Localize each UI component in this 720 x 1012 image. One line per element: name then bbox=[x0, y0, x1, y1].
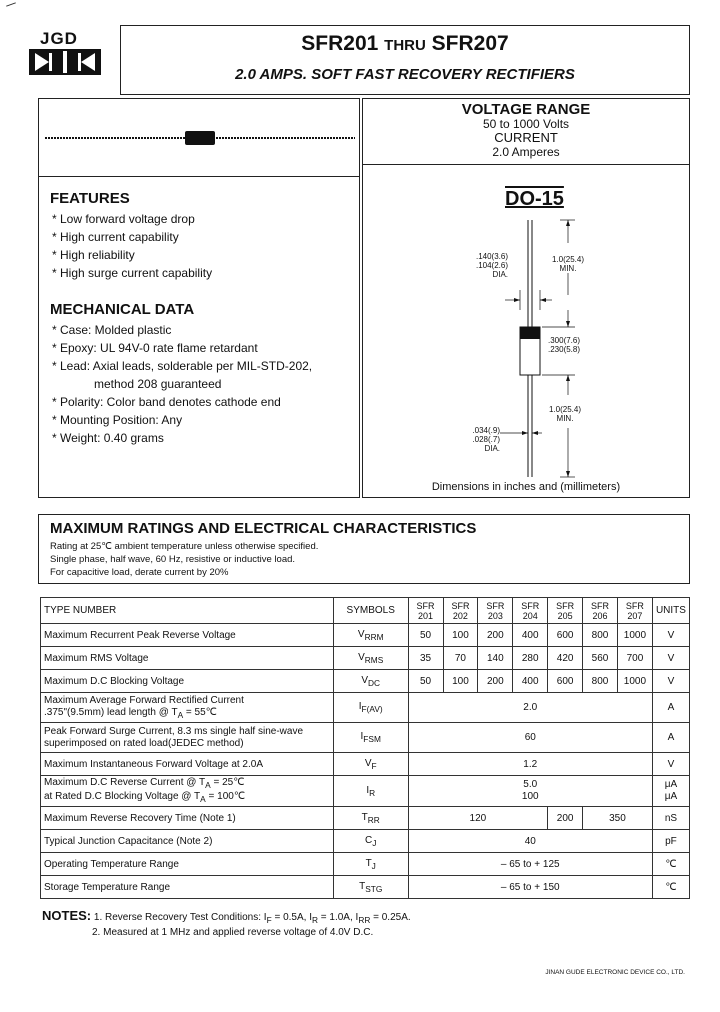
value-cell: 35 bbox=[408, 647, 443, 670]
row-label: Maximum Recurrent Peak Reverse Voltage bbox=[41, 624, 334, 647]
value-cell: 60 bbox=[408, 723, 652, 753]
header-part bbox=[548, 598, 583, 624]
table-row bbox=[41, 776, 690, 807]
part-number: 201 bbox=[418, 610, 434, 621]
value-cell: – 65 to + 125 bbox=[408, 853, 652, 876]
current-heading: CURRENT bbox=[494, 130, 558, 145]
row-label-line bbox=[44, 791, 330, 805]
header-part bbox=[478, 598, 513, 624]
symbol-sub: DC bbox=[368, 677, 381, 688]
spec-table bbox=[40, 597, 690, 899]
symbol-letter: V bbox=[358, 651, 365, 663]
table-row bbox=[41, 723, 690, 753]
row-label: Typical Junction Capacitance (Note 2) bbox=[41, 830, 334, 853]
value-cell: 420 bbox=[548, 647, 583, 670]
notes-block bbox=[42, 908, 411, 938]
row-symbol bbox=[333, 723, 408, 753]
rating-note: Single phase, half wave, 60 Hz, resistive or inductive load. bbox=[50, 554, 296, 565]
unit-cell: pF bbox=[652, 830, 689, 853]
dim-text: .028(.7) bbox=[472, 435, 500, 444]
row-label bbox=[41, 693, 334, 723]
unit-cell: V bbox=[652, 670, 689, 693]
note-text: = 1.0A, I bbox=[318, 912, 359, 923]
value-cell: 100 bbox=[443, 624, 478, 647]
table-row bbox=[41, 647, 690, 670]
company-logo-icon bbox=[29, 49, 101, 80]
value-cell: 200 bbox=[478, 624, 513, 647]
current-value: 2.0 Amperes bbox=[492, 145, 560, 159]
part-prefix: SFR bbox=[416, 600, 435, 611]
value-cell: 400 bbox=[513, 670, 548, 693]
note-line-1 bbox=[42, 908, 411, 925]
dim-text: MIN. bbox=[556, 414, 574, 423]
dim-text: .104(2.6) bbox=[475, 261, 508, 270]
dim-body-length bbox=[548, 336, 580, 354]
row-symbol bbox=[333, 776, 408, 807]
row-label-line: Peak Forward Surge Current, 8.3 ms single half sine-wave bbox=[44, 725, 304, 737]
mechanical-item: * Mounting Position: Any bbox=[52, 413, 183, 427]
symbol-letter: V bbox=[361, 674, 369, 686]
voltage-range-block bbox=[362, 103, 690, 159]
symbol-sub: J bbox=[372, 837, 377, 848]
company-logo-text: JGD bbox=[40, 29, 78, 48]
unit-cell: ℃ bbox=[652, 876, 689, 899]
value-cell: 50 bbox=[408, 624, 443, 647]
row-label: Maximum D.C Blocking Voltage bbox=[41, 670, 334, 693]
note-text: 1. Reverse Recovery Test Conditions: I bbox=[93, 912, 267, 923]
symbol-letter: V bbox=[357, 628, 365, 640]
unit-cell: A bbox=[652, 723, 689, 753]
rating-note: For capacitive load, derate current by 20% bbox=[50, 567, 229, 578]
table-header-row bbox=[41, 598, 690, 624]
features-heading: FEATURES bbox=[50, 190, 130, 207]
header-part bbox=[408, 598, 443, 624]
part-number: 203 bbox=[487, 610, 503, 621]
feature-item: * Low forward voltage drop bbox=[52, 212, 195, 226]
page-subtitle: 2.0 AMPS. SOFT FAST RECOVERY RECTIFIERS bbox=[235, 66, 575, 83]
table-row bbox=[41, 753, 690, 776]
row-symbol bbox=[333, 693, 408, 723]
mechanical-item: * Case: Molded plastic bbox=[52, 323, 172, 337]
value-cell: 140 bbox=[478, 647, 513, 670]
value-cell: 800 bbox=[583, 624, 618, 647]
row-label: Maximum Instantaneous Forward Voltage at 2.0A bbox=[41, 753, 334, 776]
symbol-letter: I bbox=[358, 701, 362, 712]
value-line: 5.0 bbox=[523, 779, 538, 790]
value-cell: 560 bbox=[583, 647, 618, 670]
dim-lead-length-top bbox=[548, 255, 588, 273]
symbol-sub: F bbox=[371, 760, 377, 771]
value-cell: 350 bbox=[583, 807, 653, 830]
symbol-sub: RRM bbox=[364, 631, 384, 642]
value-cell: 1000 bbox=[617, 624, 652, 647]
package-name: DO-15 bbox=[505, 188, 564, 210]
dim-text: .034(.9) bbox=[472, 426, 500, 435]
label-text: .375"(9.5mm) lead length @ T bbox=[44, 706, 178, 718]
header-part bbox=[583, 598, 618, 624]
symbol-sub: STG bbox=[365, 883, 383, 894]
row-label-line: Maximum Average Forward Rectified Current bbox=[44, 694, 244, 706]
symbol-letter: V bbox=[364, 757, 372, 769]
row-label-line bbox=[44, 707, 330, 721]
value-cell: 200 bbox=[478, 670, 513, 693]
symbol-letter: I bbox=[360, 731, 364, 742]
title-part-2: SFR207 bbox=[431, 32, 509, 55]
value-cell: 70 bbox=[443, 647, 478, 670]
value-cell: 200 bbox=[548, 807, 583, 830]
row-label: Operating Temperature Range bbox=[41, 853, 334, 876]
symbol-letter: C bbox=[365, 834, 373, 846]
row-label bbox=[41, 723, 334, 753]
value-cell: 600 bbox=[548, 624, 583, 647]
table-row bbox=[41, 830, 690, 853]
dim-text: 1.0(25.4) bbox=[548, 405, 582, 414]
mechanical-item: * Polarity: Color band denotes cathode end bbox=[52, 395, 281, 409]
row-label: Storage Temperature Range bbox=[41, 876, 334, 899]
note-sub: RR bbox=[358, 915, 371, 925]
mechanical-item: method 208 guaranteed bbox=[94, 377, 222, 391]
label-text: = 25℃ bbox=[210, 777, 245, 788]
dim-text: DIA. bbox=[484, 444, 500, 453]
note-text: = 0.5A, I bbox=[271, 912, 312, 923]
ratings-notes bbox=[50, 540, 318, 579]
unit-cell: V bbox=[652, 753, 689, 776]
table-row bbox=[41, 693, 690, 723]
symbol-sub: FSM bbox=[363, 734, 381, 744]
part-number: 207 bbox=[627, 610, 643, 621]
part-prefix: SFR bbox=[521, 600, 540, 611]
row-symbol bbox=[333, 753, 408, 776]
symbol-sub: RR bbox=[367, 814, 380, 825]
note-sub: R bbox=[311, 915, 318, 925]
unit-cell: nS bbox=[652, 807, 689, 830]
dim-text: .140(3.6) bbox=[475, 252, 508, 261]
row-symbol bbox=[333, 830, 408, 853]
component-image bbox=[45, 128, 355, 153]
symbol-letter: T bbox=[361, 811, 368, 823]
part-number: 202 bbox=[452, 610, 468, 621]
dim-text: .300(7.6) bbox=[548, 336, 581, 345]
part-prefix: SFR bbox=[486, 600, 505, 611]
table-row bbox=[41, 807, 690, 830]
row-label bbox=[41, 776, 334, 807]
voltage-range-heading: VOLTAGE RANGE bbox=[461, 101, 591, 118]
corner-mark bbox=[6, 2, 16, 6]
label-sub: A bbox=[205, 780, 211, 790]
dim-lead-dia bbox=[460, 426, 500, 453]
unit-cell: ℃ bbox=[652, 853, 689, 876]
label-sub: A bbox=[177, 709, 184, 720]
value-cell: 120 bbox=[408, 807, 548, 830]
label-text: = 55℃ bbox=[183, 706, 217, 718]
title-thru: THRU bbox=[384, 37, 426, 54]
label-sub: A bbox=[200, 794, 206, 804]
dim-text: DIA. bbox=[492, 270, 508, 279]
value-cell: 280 bbox=[513, 647, 548, 670]
symbol-letter: I bbox=[366, 784, 370, 796]
row-symbol bbox=[333, 807, 408, 830]
value-cell: – 65 to + 150 bbox=[408, 876, 652, 899]
value-cell: 600 bbox=[548, 670, 583, 693]
part-prefix: SFR bbox=[625, 600, 644, 611]
table-row bbox=[41, 624, 690, 647]
page-title bbox=[120, 32, 690, 56]
row-symbol bbox=[333, 670, 408, 693]
notes-label: NOTES: bbox=[42, 908, 92, 923]
header-units: UNITS bbox=[652, 598, 689, 624]
unit-line: μA bbox=[664, 791, 678, 802]
note-text: = 0.25A. bbox=[370, 912, 411, 923]
label-text: Maximum D.C Reverse Current @ T bbox=[44, 777, 206, 788]
part-number: 204 bbox=[522, 610, 538, 621]
mechanical-item: * Weight: 0.40 grams bbox=[52, 431, 164, 445]
right-divider bbox=[362, 164, 690, 165]
part-number: 206 bbox=[592, 610, 608, 621]
value-cell: 1000 bbox=[617, 670, 652, 693]
header-part bbox=[513, 598, 548, 624]
symbol-sub: F(AV) bbox=[361, 704, 383, 714]
row-label-line bbox=[44, 777, 330, 791]
features-list bbox=[52, 210, 212, 282]
row-label-line: superimposed on rated load(JEDEC method) bbox=[44, 737, 244, 749]
symbol-sub: RMS bbox=[364, 654, 384, 665]
value-cell: 800 bbox=[583, 670, 618, 693]
dim-text: 1.0(25.4) bbox=[551, 255, 585, 264]
value-cell: 1.2 bbox=[408, 753, 652, 776]
title-part-1: SFR201 bbox=[301, 32, 379, 55]
ratings-heading: MAXIMUM RATINGS AND ELECTRICAL CHARACTERISTICS bbox=[50, 520, 477, 537]
label-text: at Rated D.C Blocking Voltage @ T bbox=[44, 791, 201, 802]
footer-company: JINAN GUDE ELECTRONIC DEVICE CO., LTD. bbox=[545, 969, 685, 976]
symbol-letter: T bbox=[359, 880, 366, 892]
dim-lead-length-bottom bbox=[545, 405, 585, 423]
row-label: Maximum Reverse Recovery Time (Note 1) bbox=[41, 807, 334, 830]
dim-text: MIN. bbox=[559, 264, 577, 273]
row-symbol bbox=[333, 853, 408, 876]
header-part bbox=[617, 598, 652, 624]
table-row bbox=[41, 876, 690, 899]
value-cell: 40 bbox=[408, 830, 652, 853]
header-part bbox=[443, 598, 478, 624]
value-line: 100 bbox=[521, 791, 539, 802]
part-prefix: SFR bbox=[451, 600, 470, 611]
value-cell: 400 bbox=[513, 624, 548, 647]
unit-cell: V bbox=[652, 624, 689, 647]
dim-text: .230(5.8) bbox=[548, 345, 581, 354]
part-prefix: SFR bbox=[591, 600, 609, 611]
unit-cell: A bbox=[652, 693, 689, 723]
symbol-sub: J bbox=[371, 860, 376, 871]
value-cell bbox=[408, 776, 652, 807]
part-number: 205 bbox=[557, 610, 573, 621]
feature-item: * High reliability bbox=[52, 248, 135, 262]
left-divider bbox=[38, 176, 360, 177]
label-text: = 100℃ bbox=[205, 791, 246, 802]
mechanical-item: * Lead: Axial leads, solderable per MIL-STD-202, bbox=[52, 359, 313, 373]
header-type-number: TYPE NUMBER bbox=[41, 598, 334, 624]
part-prefix: SFR bbox=[556, 600, 575, 611]
mechanical-list bbox=[52, 321, 312, 447]
mechanical-heading: MECHANICAL DATA bbox=[50, 301, 195, 318]
row-symbol bbox=[333, 876, 408, 899]
unit-line: μA bbox=[664, 779, 678, 790]
note-sub: F bbox=[266, 915, 272, 925]
dimensions-caption: Dimensions in inches and (millimeters) bbox=[431, 481, 621, 493]
value-cell: 700 bbox=[617, 647, 652, 670]
unit-cell bbox=[652, 776, 689, 807]
row-symbol bbox=[333, 624, 408, 647]
dim-body-dia bbox=[468, 252, 508, 279]
row-label: Maximum RMS Voltage bbox=[41, 647, 334, 670]
table-row bbox=[41, 670, 690, 693]
unit-cell: V bbox=[652, 647, 689, 670]
rating-note: Rating at 25℃ ambient temperature unless otherwise specified. bbox=[50, 541, 319, 552]
symbol-sub: R bbox=[369, 787, 376, 798]
header-symbols: SYMBOLS bbox=[333, 598, 408, 624]
feature-item: * High surge current capability bbox=[52, 266, 213, 280]
value-cell: 2.0 bbox=[408, 693, 652, 723]
table-row bbox=[41, 853, 690, 876]
voltage-range-value: 50 to 1000 Volts bbox=[482, 117, 570, 131]
symbol-letter: T bbox=[365, 857, 372, 869]
value-cell: 50 bbox=[408, 670, 443, 693]
row-symbol bbox=[333, 647, 408, 670]
note-line-2: 2. Measured at 1 MHz and applied reverse voltage of 4.0V D.C. bbox=[92, 927, 374, 938]
feature-item: * High current capability bbox=[52, 230, 179, 244]
mechanical-item: * Epoxy: UL 94V-0 rate flame retardant bbox=[52, 341, 258, 355]
value-cell: 100 bbox=[443, 670, 478, 693]
